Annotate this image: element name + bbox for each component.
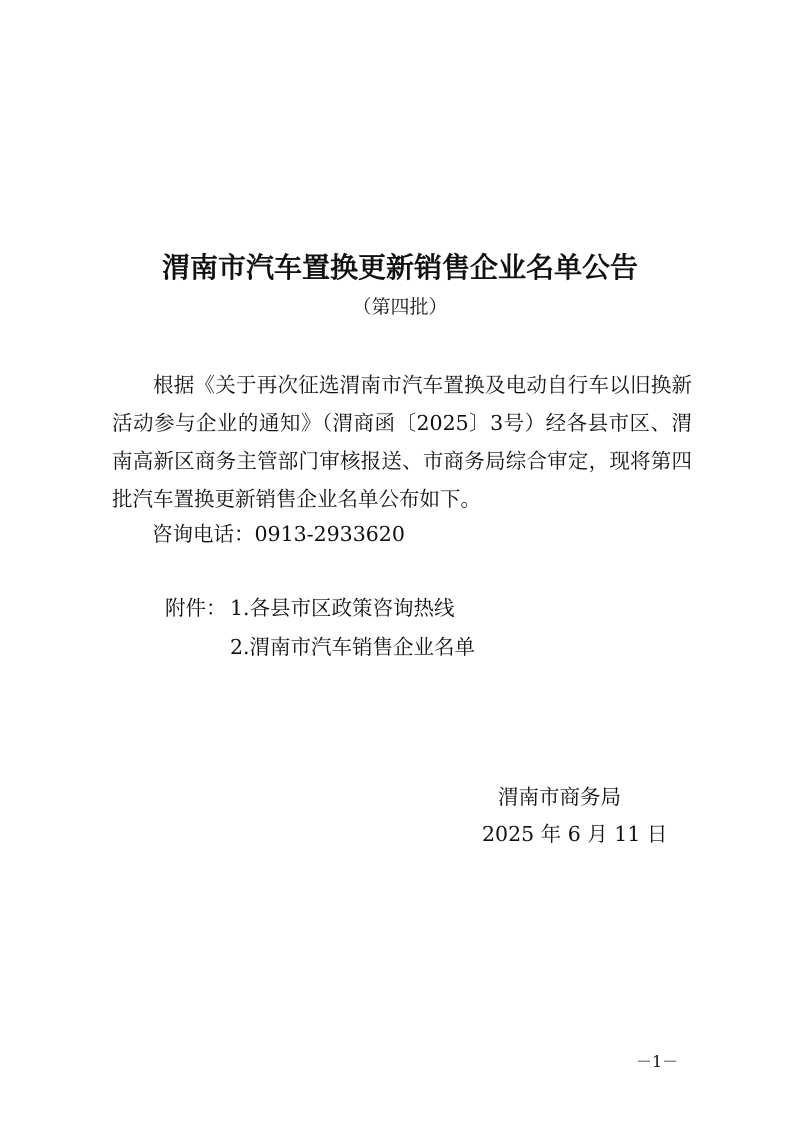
document-subtitle: （第四批） <box>352 296 448 318</box>
consultation-phone: 咨询电话：0913-2933620 <box>152 522 405 546</box>
attachment-item: 1.各县市区政策咨询热线 <box>230 596 455 620</box>
body-paragraph: 根据《关于再次征选渭南市汽车置换及电动自行车以旧换新活动参与企业的通知》（渭商函〔2025〕3号）经各县市区、渭南高新区商务主管部门审核报送、市商务局综合审定，现将第四批汽车置换更新销售企业名单公布如下。 <box>112 373 692 511</box>
issue-date: 2025 年 6 月 11 日 <box>482 822 668 846</box>
attachments-label: 附件： <box>165 596 227 620</box>
issuer-name: 渭南市商务局 <box>498 785 621 809</box>
attachment-item: 2.渭南市汽车销售企业名单 <box>230 635 476 659</box>
document-title: 渭南市汽车置换更新销售企业名单公告 <box>161 251 638 284</box>
page-number: －1－ <box>636 1052 679 1071</box>
